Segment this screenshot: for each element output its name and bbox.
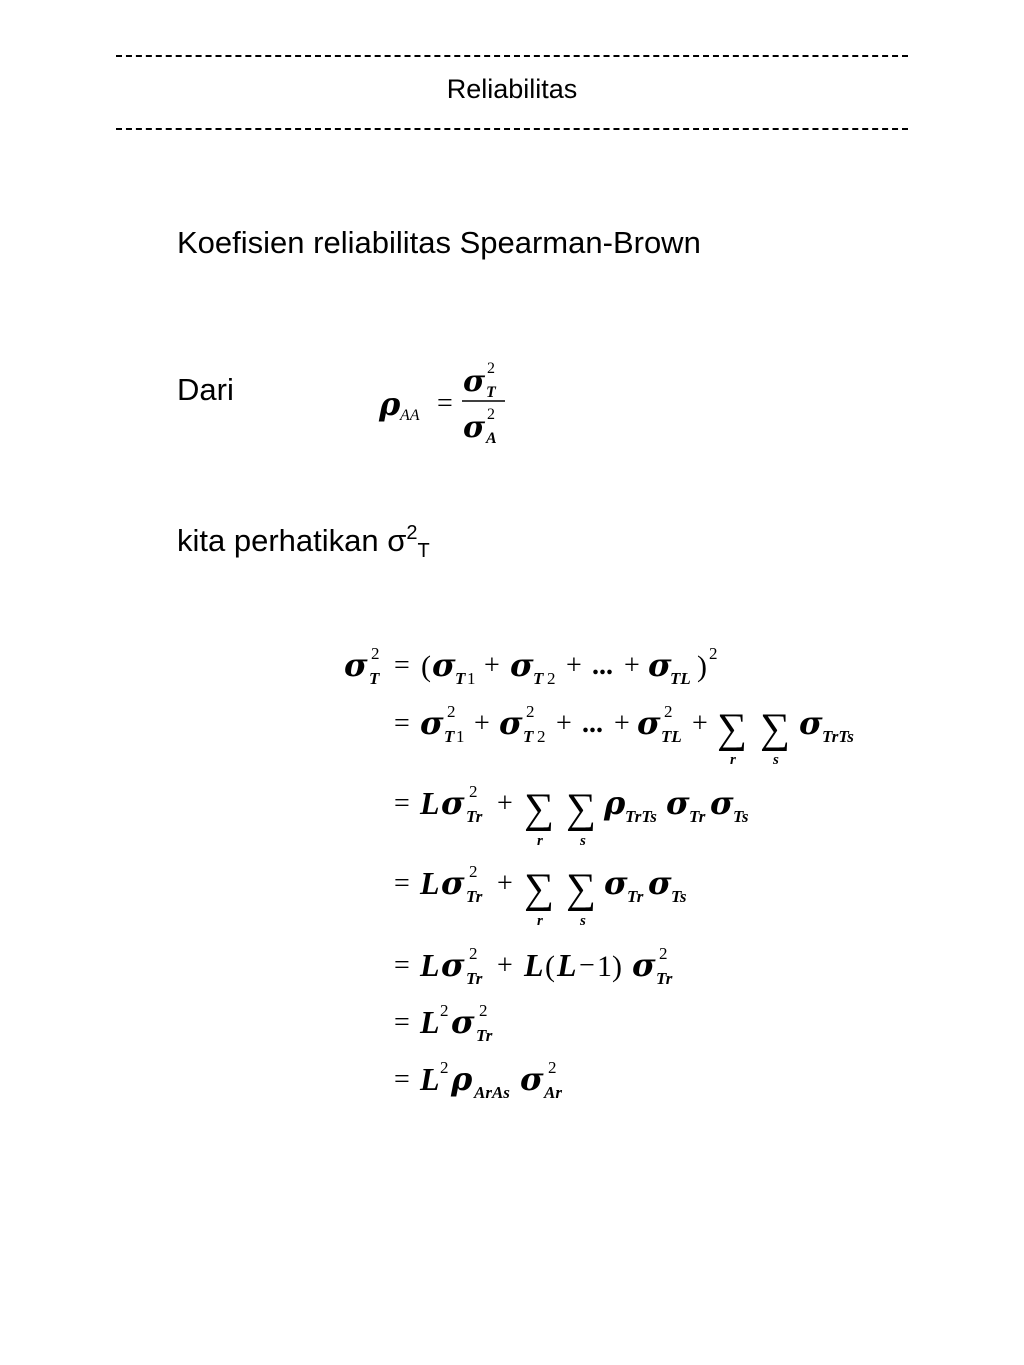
svg-text:=: = — [394, 868, 410, 899]
svg-text:Tr: Tr — [466, 887, 483, 906]
kita-perhatikan-text: kita perhatikan $\sigma^2_T$ — [177, 522, 430, 562]
svg-text:−: − — [579, 950, 595, 981]
svg-text:+: + — [474, 708, 490, 739]
svg-text:2: 2 — [447, 702, 456, 721]
svg-text:σ: σ — [441, 864, 465, 902]
svg-text:σ: σ — [441, 946, 465, 984]
derivation-line-1 — [344, 644, 718, 688]
header-rule-top — [116, 55, 908, 57]
svg-text:T: T — [533, 669, 544, 688]
svg-text:L: L — [420, 785, 440, 821]
svg-text:∑: ∑ — [524, 786, 554, 832]
svg-text:s: s — [773, 752, 779, 768]
svg-text:1): 1) — [597, 950, 622, 983]
svg-text:L: L — [557, 947, 577, 983]
svg-text:ρ: ρ — [604, 784, 626, 822]
sigma-symbol: σ — [387, 523, 407, 558]
svg-text:+: + — [497, 788, 513, 819]
svg-text:σ: σ — [520, 1060, 544, 1098]
dari-label: Dari — [177, 372, 234, 407]
svg-text:...: ... — [592, 650, 613, 681]
svg-text:L: L — [420, 865, 440, 901]
svg-text:TL: TL — [661, 727, 682, 746]
svg-text:2: 2 — [659, 944, 668, 963]
svg-text:+: + — [556, 708, 572, 739]
svg-text:2: 2 — [548, 1058, 557, 1077]
svg-text:+: + — [497, 868, 513, 899]
svg-text:): ) — [697, 650, 707, 683]
svg-text:∑: ∑ — [566, 786, 596, 832]
svg-text:σ: σ — [799, 704, 823, 742]
svg-text:...: ... — [582, 708, 603, 739]
svg-text:Ts: Ts — [671, 887, 687, 906]
svg-text:ρ: ρ — [379, 385, 401, 423]
derivation-line-5 — [394, 944, 673, 988]
svg-text:σ: σ — [499, 704, 523, 742]
svg-text:+: + — [624, 650, 640, 681]
svg-text:Tr: Tr — [466, 807, 483, 826]
svg-text:T: T — [369, 669, 380, 688]
svg-text:=: = — [437, 388, 453, 419]
svg-text:2: 2 — [469, 862, 478, 881]
svg-text:=: = — [394, 950, 410, 981]
svg-text:2: 2 — [487, 406, 495, 423]
derivation-line-3 — [394, 782, 749, 849]
svg-text:σ: σ — [420, 704, 444, 742]
svg-text:1: 1 — [456, 727, 465, 746]
svg-text:2: 2 — [371, 644, 380, 663]
derivation-line-4 — [394, 862, 687, 929]
svg-text:Ts: Ts — [733, 807, 749, 826]
svg-text:L: L — [420, 947, 440, 983]
svg-text:σ: σ — [432, 646, 456, 684]
svg-text:(: ( — [545, 950, 555, 983]
svg-text:TrTs: TrTs — [625, 807, 657, 826]
svg-text:2: 2 — [469, 944, 478, 963]
svg-text:σ: σ — [648, 646, 672, 684]
svg-text:=: = — [394, 708, 410, 739]
svg-text:2: 2 — [479, 1001, 488, 1020]
svg-text:r: r — [730, 752, 736, 768]
svg-text:L: L — [524, 947, 544, 983]
svg-text:σ: σ — [344, 646, 368, 684]
svg-text:s: s — [580, 833, 586, 849]
svg-text:∑: ∑ — [760, 706, 790, 752]
svg-text:σ: σ — [666, 784, 690, 822]
svg-text:σ: σ — [463, 364, 486, 399]
svg-text:(: ( — [421, 650, 431, 683]
svg-text:σ: σ — [637, 704, 661, 742]
svg-text:T: T — [523, 727, 534, 746]
svg-text:Tr: Tr — [656, 969, 673, 988]
svg-text:∑: ∑ — [524, 866, 554, 912]
svg-text:T: T — [444, 727, 455, 746]
svg-text:+: + — [566, 650, 582, 681]
svg-text:∑: ∑ — [566, 866, 596, 912]
svg-text:1: 1 — [467, 669, 476, 688]
svg-text:Tr: Tr — [627, 887, 644, 906]
svg-text:σ: σ — [710, 784, 734, 822]
svg-text:σ: σ — [451, 1003, 475, 1041]
svg-text:2: 2 — [440, 1001, 449, 1020]
svg-text:=: = — [394, 650, 410, 681]
svg-text:σ: σ — [510, 646, 534, 684]
svg-text:∑: ∑ — [717, 706, 747, 752]
svg-text:Tr: Tr — [476, 1026, 493, 1045]
svg-text:2: 2 — [469, 782, 478, 801]
svg-text:+: + — [497, 950, 513, 981]
svg-text:+: + — [614, 708, 630, 739]
svg-text:σ: σ — [632, 946, 656, 984]
derivation-line-6 — [394, 1001, 493, 1045]
svg-text:L: L — [420, 1061, 440, 1097]
svg-text:Tr: Tr — [689, 807, 706, 826]
derivation-line-2 — [394, 702, 854, 768]
svg-text:L: L — [420, 1004, 440, 1040]
page-header-title: Reliabilitas — [446, 74, 578, 104]
svg-text:2: 2 — [547, 669, 556, 688]
svg-text:+: + — [692, 708, 708, 739]
svg-text:σ: σ — [604, 864, 628, 902]
svg-text:Ar: Ar — [544, 1083, 562, 1102]
svg-text:s: s — [580, 913, 586, 929]
svg-text:2: 2 — [440, 1058, 449, 1077]
svg-text:2: 2 — [526, 702, 535, 721]
svg-text:σ: σ — [463, 410, 486, 445]
svg-text:ArAs: ArAs — [474, 1083, 510, 1102]
header-rule-bottom — [116, 128, 908, 130]
svg-text:=: = — [394, 1064, 410, 1095]
svg-text:σ: σ — [648, 864, 672, 902]
svg-text:σ: σ — [441, 784, 465, 822]
svg-text:2: 2 — [537, 727, 546, 746]
svg-text:AA: AA — [400, 407, 420, 424]
svg-text:Tr: Tr — [466, 969, 483, 988]
svg-text:r: r — [537, 833, 543, 849]
svg-text:2: 2 — [709, 644, 718, 663]
svg-text:ρ: ρ — [451, 1060, 473, 1098]
svg-text:TL: TL — [670, 669, 691, 688]
derivation-line-7 — [394, 1058, 562, 1102]
svg-text:TrTs: TrTs — [822, 727, 854, 746]
svg-text:=: = — [394, 1007, 410, 1038]
svg-text:2: 2 — [664, 702, 673, 721]
svg-text:T: T — [455, 669, 466, 688]
svg-text:2: 2 — [487, 360, 495, 377]
svg-text:T: T — [486, 384, 496, 401]
svg-text:r: r — [537, 913, 543, 929]
section-title: Koefisien reliabilitas Spearman-Brown — [177, 225, 701, 260]
svg-text:+: + — [484, 650, 500, 681]
svg-text:=: = — [394, 788, 410, 819]
svg-text:A: A — [486, 430, 497, 447]
